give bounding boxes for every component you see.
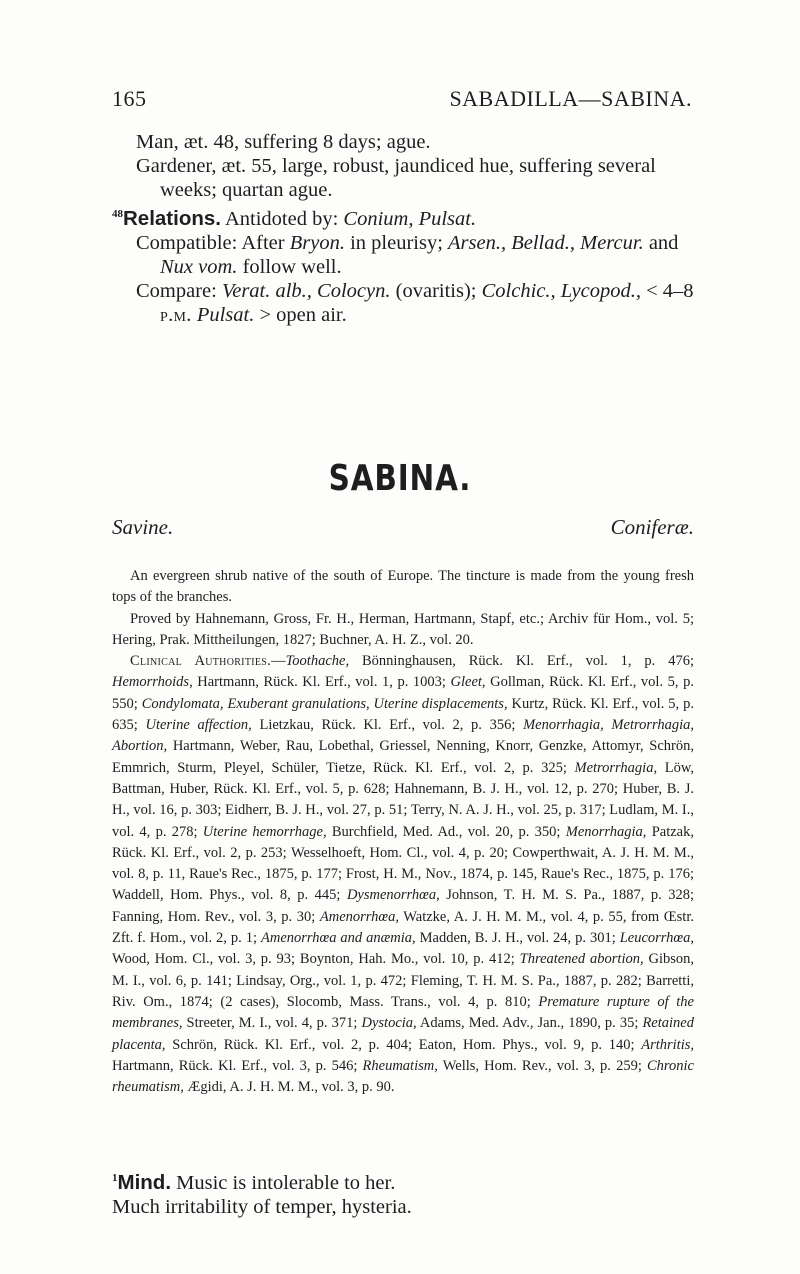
- page-number: 165: [112, 86, 147, 111]
- clinical-s16: Adams, Med. Adv., Jan., 1890, p. 35;: [416, 1015, 643, 1032]
- clinical-s9: Patzak, Rück. Kl. Erf., vol. 2, p. 253; Wesselhoeft, Hom. Cl., vol. 4, p. 20; Cowperthwait, A. J. H. M. M., vol. 8, p. 11, Raue's Rec., 1875, p. 177; Frost, H. M., Nov., 1874, p. 145, Raue's Rec., 1875, p. 176; Waddell, Hom. Phys., vol. 8, p. 445;: [112, 823, 694, 904]
- clinical-s10i: Dysmenorrhœa,: [346, 887, 440, 904]
- relations-label: Relations.: [123, 206, 221, 230]
- compare-h: > open air.: [259, 303, 347, 326]
- clinical-s15: Streeter, M. I., vol. 4, p. 371;: [182, 1015, 362, 1032]
- previous-remedy-continuation: [112, 130, 702, 327]
- clinical-s10: Johnson, T. H. M. S. Pa., 1887, p. 328; Fanning, Hom. Rev., vol. 3, p. 30;: [112, 887, 695, 925]
- clinical-s8i: Uterine hemorrhage,: [202, 823, 327, 840]
- remedy-title: SABINA.: [328, 458, 472, 499]
- case-line-2: [112, 154, 702, 202]
- clinical-s1: Bönninghausen, Rück. Kl. Erf., vol. 1, p. 476;: [349, 653, 694, 670]
- compatible-g: Nux vom.: [160, 255, 238, 278]
- mind-text-1: Music is intolerable to her.: [176, 1171, 396, 1194]
- clinical-s4: Kurtz, Rück. Kl. Erf., vol. 5, p. 635;: [112, 695, 695, 734]
- clinical-s13: Wood, Hom. Cl., vol. 3, p. 93; Boynton, Hah. Mo., vol. 10, p. 412;: [112, 951, 520, 968]
- clinical-s1i: Toothache,: [285, 653, 350, 670]
- compare-b: Verat. alb., Colocyn.: [221, 279, 391, 302]
- clinical-s3: Gollman, Rück. Kl. Erf., vol. 5, p. 550;: [112, 674, 694, 712]
- description-paragraph: An evergreen shrub native of the south of Europe. The tincture is made from the young fresh tops of the branches.: [112, 568, 694, 606]
- compatible-e: Mercur.: [580, 231, 644, 254]
- relations-line: [112, 202, 702, 231]
- compare-c: (ovaritis);: [395, 279, 477, 302]
- clinical-s7: Löw, Battman, Huber, Rück. Kl. Erf., vol. 5, p. 628; Hahnemann, B. J. H., vol. 12, p. 270; Huber, B. J. H., vol. 16, p. 303; Eidherr, B. J. H., vol. 27, p. 51; Terry, N. A. J. H., vol. 25, p. 317; Ludlam, M. I., vol. 4, p. 278;: [112, 759, 695, 840]
- clinical-s7i: Metrorrhagia,: [574, 759, 658, 776]
- compare-d: Colchic., Lycopod.,: [481, 279, 641, 302]
- relations-marker: 48: [112, 208, 123, 220]
- clinical-s12i: Amenorrhœa and anæmia,: [260, 930, 416, 947]
- clinical-s19: Wells, Hom. Rev., vol. 3, p. 259;: [437, 1057, 647, 1074]
- mind-marker: 1: [112, 1172, 118, 1184]
- compatible-line: [112, 231, 702, 279]
- provings-paragraph: Proved by Hahnemann, Gross, Fr. H., Herman, Hartmann, Stapf, etc.; Archiv für Hom., vol. 5; Hering, Prak. Mittheilungen, 1827; Buchner, A. H. Z., vol. 20.: [112, 610, 694, 648]
- antidoted-drugs: Conium, Pulsat.: [343, 207, 477, 230]
- clinical-s12: Madden, B. J. H., vol. 24, p. 301;: [415, 930, 620, 947]
- remedy-family: Coniferæ.: [610, 515, 694, 539]
- clinical-s13i: Leucorrhœa,: [619, 930, 694, 947]
- clinical-s6i: Menorrhagia, Metrorrhagia, Abortion,: [112, 717, 695, 755]
- remedy-body: [112, 566, 694, 1098]
- clinical-s9i: Menorrhagia,: [565, 823, 647, 840]
- mind-section: [112, 1166, 702, 1219]
- mind-line-2: Much irritability of temper, hysteria.: [112, 1195, 412, 1218]
- compare-f: p.m.: [160, 303, 192, 326]
- clinical-s14i: Threatened abortion,: [519, 951, 644, 968]
- compare-a: Compare:: [136, 279, 217, 302]
- case-line-2-b: several weeks; quartan ague.: [160, 155, 656, 201]
- clinical-s5i: Uterine affection,: [145, 717, 252, 734]
- clinical-s16i: Dystocia,: [361, 1015, 417, 1032]
- clinical-s20i: Chronic rheumatism,: [112, 1057, 694, 1096]
- case-line-1: Man, æt. 48, suffering 8 days; ague.: [136, 131, 431, 153]
- clinical-s5: Lietzkau, Rück. Kl. Erf., vol. 2, p. 356;: [251, 717, 524, 734]
- compare-e: < 4–8: [646, 279, 694, 302]
- case-line-2-a: Gardener, æt. 55, large, robust, jaundiced hue, suffering: [136, 155, 593, 177]
- clinical-s17i: Retained placenta,: [112, 1015, 694, 1053]
- clinical-s2: Hartmann, Rück. Kl. Erf., vol. 1, p. 1003;: [192, 674, 451, 691]
- compatible-a: Compatible: After: [136, 231, 285, 254]
- clinical-s20: Ægidi, A. J. H. M. M., vol. 3, p. 90.: [183, 1079, 395, 1096]
- clinical-s17: Schrön, Rück. Kl. Erf., vol. 2, p. 404; Eaton, Hom. Phys., vol. 9, p. 140;: [165, 1036, 642, 1053]
- clinical-s14: Gibson, M. I., vol. 6, p. 141; Lindsay, Org., vol. 1, p. 472; Fleming, T. H. M. S. Pa., 1887, p. 282; Barretti, Riv. Om., 1874; (2 cases), Slocomb, Mass. Trans., vol. 4, p. 810;: [112, 951, 694, 1010]
- clinical-s3i: Gleet,: [450, 674, 486, 691]
- clinical-s6: Hartmann, Weber, Rau, Lobethal, Griessel, Nenning, Knorr, Genzke, Attomyr, Schrön, Emmrich, Sturm, Pleyel, Schüler, Tietze, Rück. Kl. Erf., vol. 2, p. 325;: [112, 738, 694, 776]
- compatible-b: Bryon.: [289, 231, 345, 254]
- clinical-heading: Clinical Authorities.: [130, 653, 272, 670]
- mind-line-1: [112, 1166, 702, 1195]
- clinical-s4i: Condylomata, Exuberant granulations, Uterine displacements,: [141, 695, 508, 712]
- remedy-common-name: Savine.: [112, 515, 174, 539]
- antidoted-text: Antidoted by:: [224, 207, 339, 230]
- clinical-s15i: Premature rupture of the membranes,: [112, 993, 694, 1032]
- compare-g: Pulsat.: [196, 303, 255, 326]
- clinical-s18i: Arthritis,: [641, 1036, 694, 1053]
- clinical-s11i: Amenorrhœa,: [319, 908, 399, 925]
- clinical-s11: Watzke, A. J. H. M. M., vol. 4, p. 55, from Œstr. Zft. f. Hom., vol. 2, p. 1;: [112, 908, 694, 947]
- compatible-f: and: [648, 231, 679, 254]
- compare-line: [112, 279, 702, 327]
- clinical-s8: Burchfield, Med. Ad., vol. 20, p. 350;: [326, 823, 566, 840]
- compatible-d: Arsen., Bellad.,: [448, 231, 575, 254]
- compatible-h: follow well.: [242, 255, 342, 278]
- clinical-s2i: Hemorrhoids,: [112, 674, 193, 691]
- compatible-c: in pleurisy;: [350, 231, 443, 254]
- running-title: SABADILLA—SABINA.: [449, 86, 692, 111]
- clinical-s19i: Rheumatism,: [362, 1057, 438, 1074]
- clinical-authorities: Clinical Authorities.—Toothache, Bönninghausen, Rück. Kl. Erf., vol. 1, p. 476; Hemorrhoids, Hartmann, Rück. Kl. Erf., vol. 1, p. 1003; Gleet, Gollman, Rück. Kl. Erf., vol. 5, p. 550; Condylomata, Exuberant granulations, Uterine displacements, Kurtz, Rück. Kl. Erf., vol. 5, p. 635; Uterine affection, Lietzkau, Rück. Kl. Erf., vol. 2, p. 356; Menorrhagia, Metrorrhagia, Abortion, Hartmann, Weber, Rau, Lobethal, Griessel, Nenning, Knorr, Genzke, Attomyr, Schrön, Emmrich, Sturm, Pleyel, Schüler, Tietze, Rück. Kl. Erf., vol. 2, p. 325; Metrorrhagia, Löw, Battman, Huber, Rück. Kl. Erf., vol. 5, p. 628; Hahnemann, B. J. H., vol. 12, p. 270; Huber, B. J. H., vol. 16, p. 303; Eidherr, B. J. H., vol. 27, p. 51; Terry, N. A. J. H., vol. 25, p. 317; Ludlam, M. I., vol. 4, p. 278; Uterine hemorrhage, Burchfield, Med. Ad., vol. 20, p. 350; Menorrhagia, Patzak, Rück. Kl. Erf., vol. 2, p. 253; Wesselhoeft, Hom. Cl., vol. 4, p. 20; Cowperthwait, A. J. H. M. M., vol. 8, p. 11, Raue's Rec., 1875, p. 177; Frost, H. M., Nov., 1874, p. 145, Raue's Rec., 1875, p. 176; Waddell, Hom. Phys., vol. 8, p. 445; Dysmenorrhœa, Johnson, T. H. M. S. Pa., 1887, p. 328; Fanning, Hom. Rev., vol. 3, p. 30; Amenorrhœa, Watzke, A. J. H. M. M., vol. 4, p. 55, from Œstr. Zft. f. Hom., vol. 2, p. 1; Amenorrhœa and anæmia, Madden, B. J. H., vol. 24, p. 301; Leucorrhœa, Wood, Hom. Cl., vol. 3, p. 93; Boynton, Hah. Mo., vol. 10, p. 412; Threatened abortion, Gibson, M. I., vol. 6, p. 141; Lindsay, Org., vol. 1, p. 472; Fleming, T. H. M. S. Pa., 1887, p. 282; Barretti, Riv. Om., 1874; (2 cases), Slocomb, Mass. Trans., vol. 4, p. 810; Premature rupture of the membranes, Streeter, M. I., vol. 4, p. 371; Dystocia, Adams, Med. Adv., Jan., 1890, p. 35; Retained placenta, Schrön, Rück. Kl. Erf., vol. 2, p. 404; Eaton, Hom. Phys., vol. 9, p. 140; Arthritis, Hartmann, Rück. Kl. Erf., vol. 3, p. 546; Rheumatism, Wells, Hom. Rev., vol. 3, p. 259; Chronic rheumatism, Ægidi, A. J. H. M. M., vol. 3, p. 90.: [112, 653, 695, 1096]
- clinical-s18: Hartmann, Rück. Kl. Erf., vol. 3, p. 546;: [112, 1057, 363, 1074]
- mind-label: Mind.: [117, 1170, 172, 1194]
